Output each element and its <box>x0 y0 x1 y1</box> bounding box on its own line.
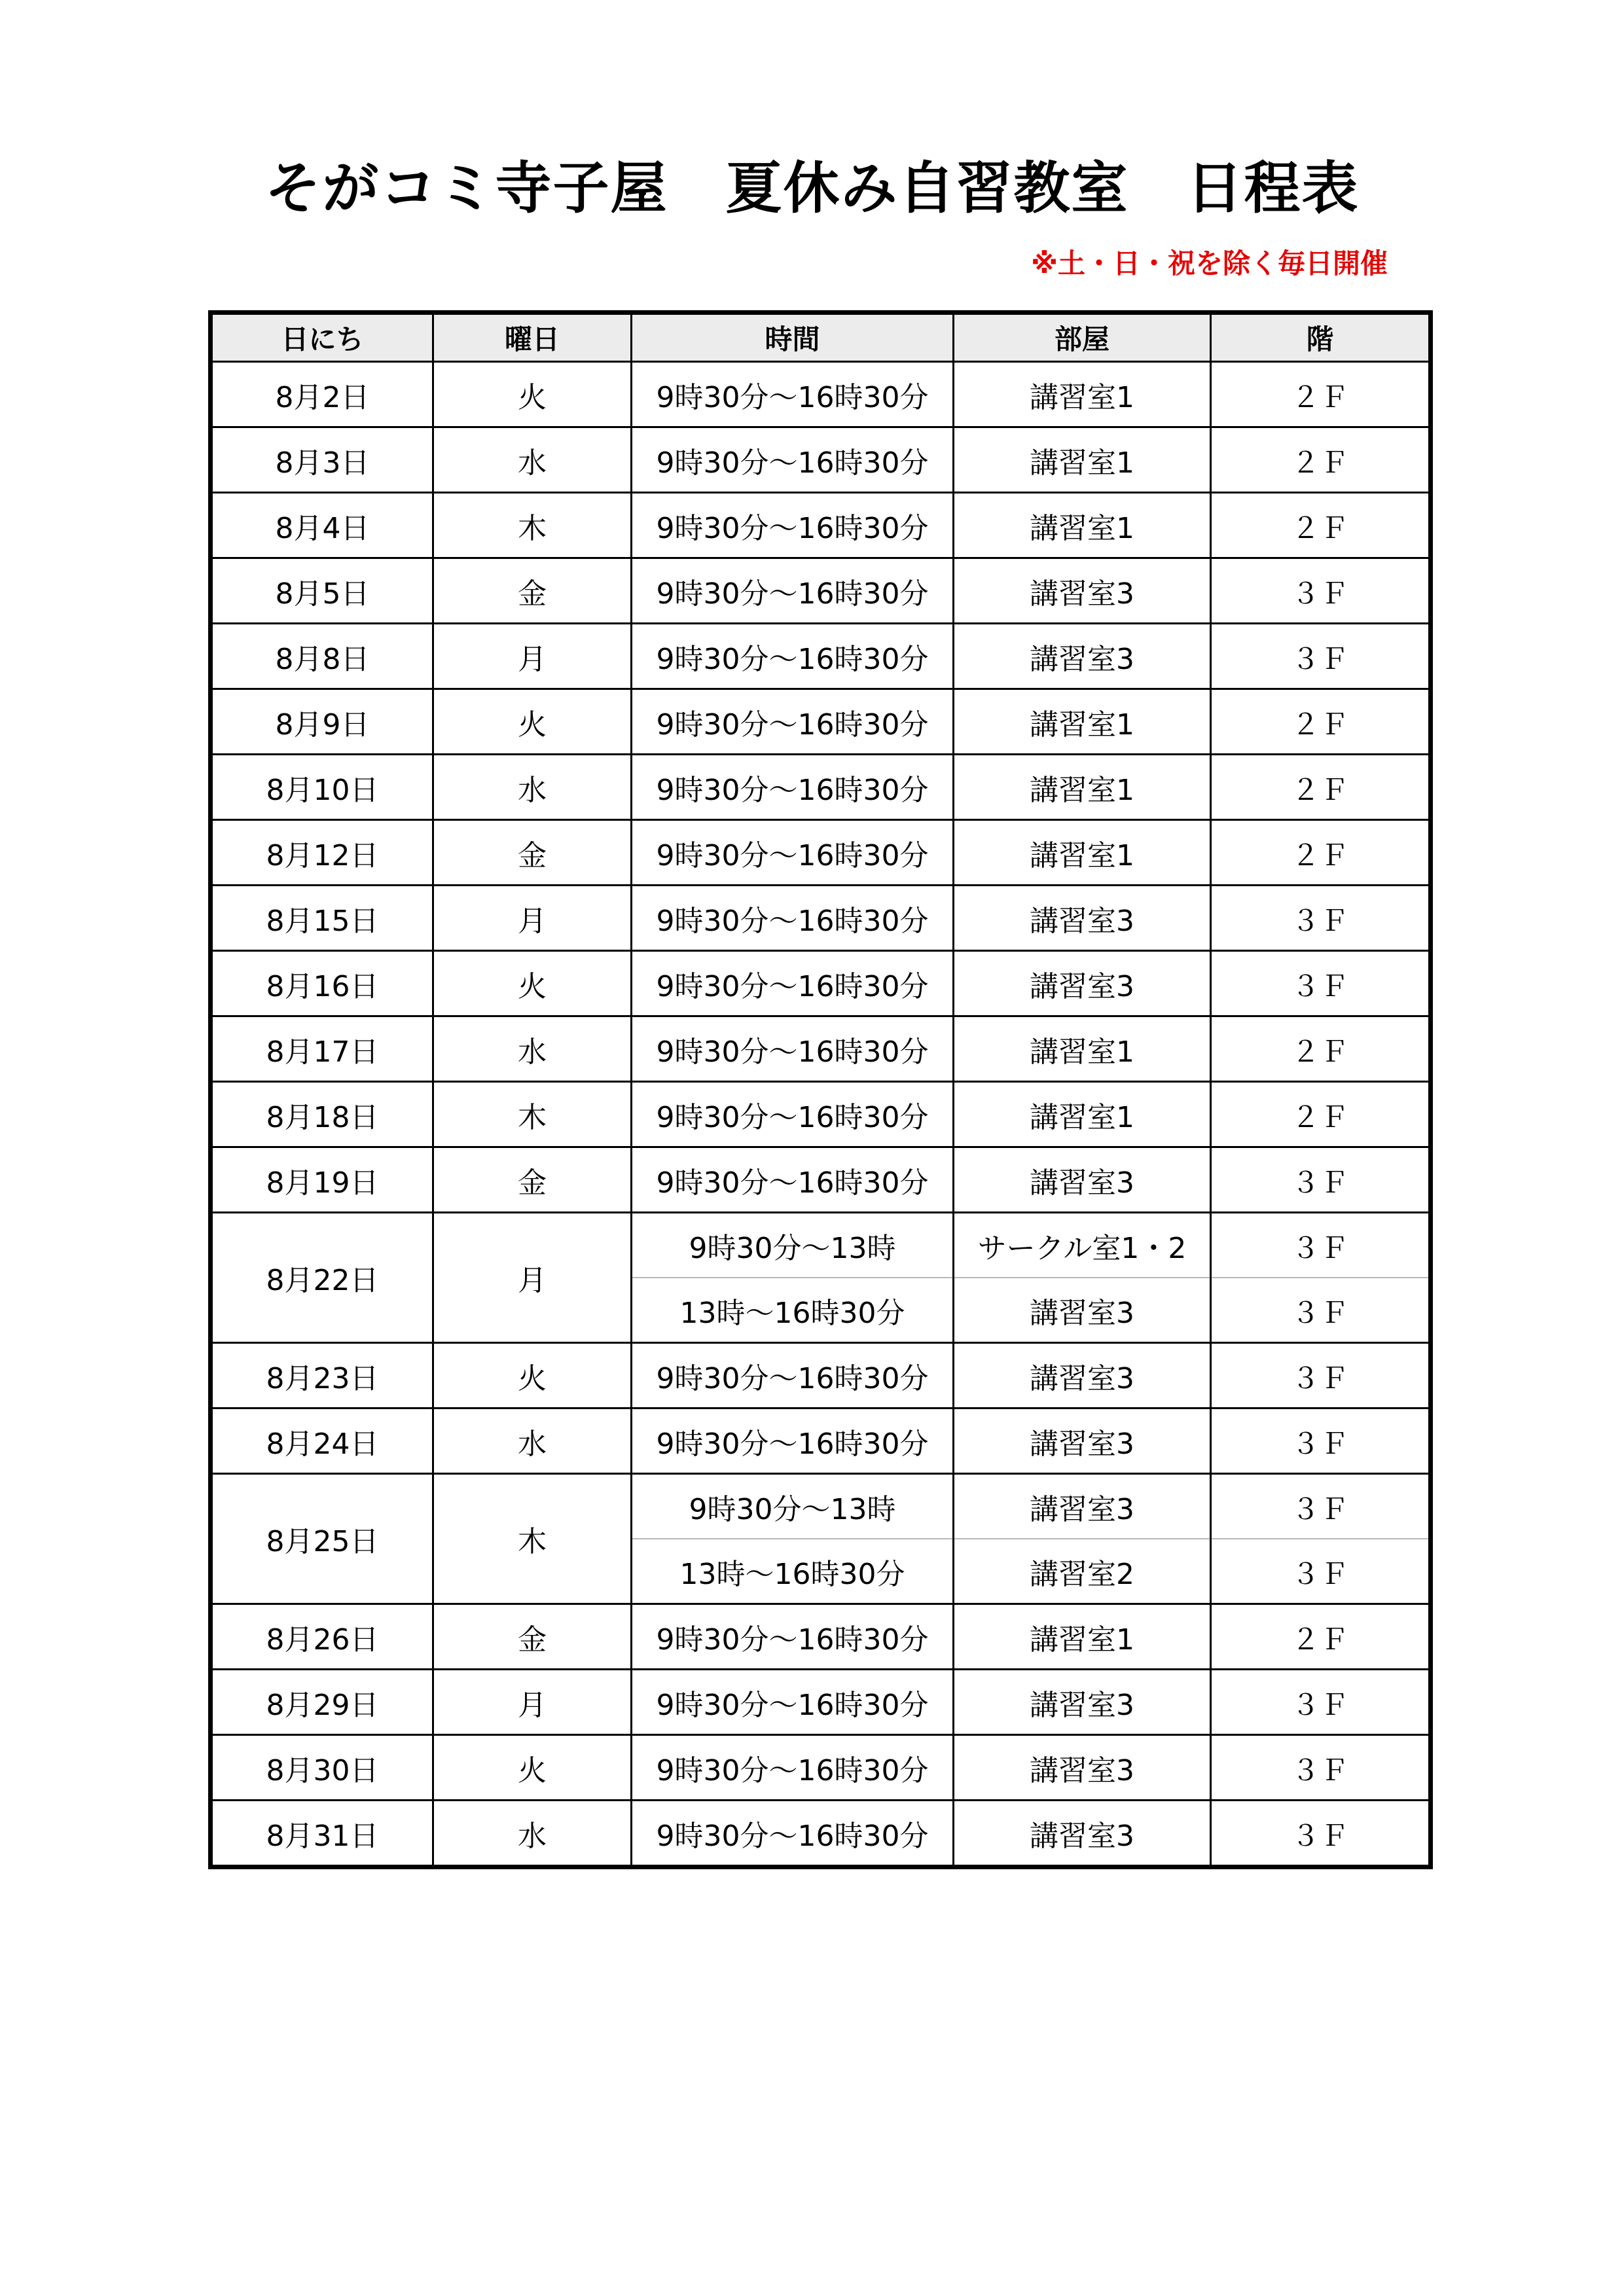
room-cell: 講習室1 <box>954 689 1211 755</box>
room-cell: 講習室3 <box>954 1278 1211 1343</box>
table-row <box>211 362 1431 427</box>
table-row <box>211 1213 1431 1278</box>
floor-cell: ２Ｆ <box>1211 755 1431 820</box>
room-cell: 講習室1 <box>954 820 1211 886</box>
time-cell: 9時30分～16時30分 <box>632 1801 954 1867</box>
floor-cell: ３Ｆ <box>1211 1670 1431 1735</box>
room-cell: 講習室3 <box>954 1735 1211 1801</box>
date-cell: 8月26日 <box>211 1604 433 1670</box>
floor-cell: ３Ｆ <box>1211 951 1431 1016</box>
room-cell: サークル室1・2 <box>954 1213 1211 1278</box>
time-cell: 9時30分～16時30分 <box>632 362 954 427</box>
table-row <box>211 820 1431 886</box>
weekday-cell: 木 <box>433 493 632 558</box>
header-row <box>211 313 1431 362</box>
time-cell: 9時30分～16時30分 <box>632 1735 954 1801</box>
column-header-floor: 階 <box>1211 313 1431 362</box>
room-cell: 講習室3 <box>954 886 1211 951</box>
table-row <box>211 1604 1431 1670</box>
floor-cell: ３Ｆ <box>1211 1213 1431 1278</box>
floor-cell: ２Ｆ <box>1211 427 1431 493</box>
table-row <box>211 427 1431 493</box>
schedule-note: ※土・日・祝を除く毎日開催 <box>1031 247 1388 279</box>
date-cell: 8月17日 <box>211 1016 433 1082</box>
weekday-cell: 月 <box>433 1670 632 1735</box>
room-cell: 講習室1 <box>954 1604 1211 1670</box>
room-cell: 講習室3 <box>954 1408 1211 1474</box>
floor-cell: ３Ｆ <box>1211 1278 1431 1343</box>
column-header-room: 部屋 <box>954 313 1211 362</box>
weekday-cell: 火 <box>433 689 632 755</box>
time-cell: 9時30分～16時30分 <box>632 1343 954 1408</box>
time-cell: 9時30分～16時30分 <box>632 820 954 886</box>
weekday-cell: 火 <box>433 1343 632 1408</box>
weekday-cell: 水 <box>433 1408 632 1474</box>
weekday-cell: 水 <box>433 427 632 493</box>
table-row <box>211 1474 1431 1539</box>
room-cell: 講習室1 <box>954 755 1211 820</box>
room-cell: 講習室3 <box>954 951 1211 1016</box>
column-header-date: 日にち <box>211 313 433 362</box>
weekday-cell: 月 <box>433 886 632 951</box>
date-cell: 8月19日 <box>211 1147 433 1213</box>
time-cell: 9時30分～16時30分 <box>632 1016 954 1082</box>
floor-cell: ３Ｆ <box>1211 1801 1431 1867</box>
floor-cell: ２Ｆ <box>1211 1016 1431 1082</box>
date-cell: 8月16日 <box>211 951 433 1016</box>
floor-cell: ３Ｆ <box>1211 1474 1431 1539</box>
floor-cell: ２Ｆ <box>1211 689 1431 755</box>
table-row <box>211 1082 1431 1147</box>
weekday-cell: 金 <box>433 1147 632 1213</box>
weekday-cell: 木 <box>433 1474 632 1604</box>
date-cell: 8月10日 <box>211 755 433 820</box>
time-cell: 9時30分～13時 <box>632 1474 954 1539</box>
room-cell: 講習室3 <box>954 1474 1211 1539</box>
weekday-cell: 月 <box>433 624 632 689</box>
time-cell: 9時30分～16時30分 <box>632 427 954 493</box>
weekday-cell: 水 <box>433 1801 632 1867</box>
time-cell: 9時30分～16時30分 <box>632 558 954 624</box>
table-row <box>211 1408 1431 1474</box>
weekday-cell: 月 <box>433 1213 632 1343</box>
date-cell: 8月18日 <box>211 1082 433 1147</box>
floor-cell: ３Ｆ <box>1211 1147 1431 1213</box>
floor-cell: ３Ｆ <box>1211 1735 1431 1801</box>
room-cell: 講習室1 <box>954 1082 1211 1147</box>
floor-cell: ２Ｆ <box>1211 1604 1431 1670</box>
column-header-day: 曜日 <box>433 313 632 362</box>
table-row <box>211 493 1431 558</box>
room-cell: 講習室1 <box>954 1016 1211 1082</box>
time-cell: 9時30分～16時30分 <box>632 1670 954 1735</box>
floor-cell: ２Ｆ <box>1211 1082 1431 1147</box>
weekday-cell: 金 <box>433 558 632 624</box>
time-cell: 9時30分～16時30分 <box>632 755 954 820</box>
time-cell: 9時30分～16時30分 <box>632 1408 954 1474</box>
time-cell: 13時～16時30分 <box>632 1278 954 1343</box>
room-cell: 講習室1 <box>954 493 1211 558</box>
date-cell: 8月30日 <box>211 1735 433 1801</box>
table-row <box>211 951 1431 1016</box>
time-cell: 9時30分～13時 <box>632 1213 954 1278</box>
date-cell: 8月24日 <box>211 1408 433 1474</box>
page-title: そがコミ寺子屋 夏休み自習教室 日程表 <box>264 156 1360 221</box>
time-cell: 9時30分～16時30分 <box>632 493 954 558</box>
table-row <box>211 886 1431 951</box>
date-cell: 8月15日 <box>211 886 433 951</box>
table-row <box>211 1016 1431 1082</box>
date-cell: 8月12日 <box>211 820 433 886</box>
floor-cell: ２Ｆ <box>1211 362 1431 427</box>
time-cell: 9時30分～16時30分 <box>632 1604 954 1670</box>
date-cell: 8月3日 <box>211 427 433 493</box>
date-cell: 8月8日 <box>211 624 433 689</box>
weekday-cell: 水 <box>433 1016 632 1082</box>
floor-cell: ２Ｆ <box>1211 493 1431 558</box>
weekday-cell: 火 <box>433 951 632 1016</box>
table-row <box>211 558 1431 624</box>
floor-cell: ３Ｆ <box>1211 1408 1431 1474</box>
floor-cell: ２Ｆ <box>1211 820 1431 886</box>
date-cell: 8月31日 <box>211 1801 433 1867</box>
table-row <box>211 1343 1431 1408</box>
room-cell: 講習室3 <box>954 558 1211 624</box>
schedule-table <box>208 310 1433 1869</box>
schedule-body <box>211 362 1431 1867</box>
date-cell: 8月9日 <box>211 689 433 755</box>
time-cell: 13時～16時30分 <box>632 1539 954 1604</box>
date-cell: 8月2日 <box>211 362 433 427</box>
room-cell: 講習室3 <box>954 1801 1211 1867</box>
date-cell: 8月23日 <box>211 1343 433 1408</box>
room-cell: 講習室3 <box>954 1670 1211 1735</box>
weekday-cell: 水 <box>433 755 632 820</box>
date-cell: 8月22日 <box>211 1213 433 1343</box>
table-row <box>211 1735 1431 1801</box>
time-cell: 9時30分～16時30分 <box>632 624 954 689</box>
room-cell: 講習室3 <box>954 1343 1211 1408</box>
weekday-cell: 火 <box>433 1735 632 1801</box>
time-cell: 9時30分～16時30分 <box>632 1082 954 1147</box>
floor-cell: ３Ｆ <box>1211 624 1431 689</box>
column-header-time: 時間 <box>632 313 954 362</box>
table-row <box>211 1670 1431 1735</box>
floor-cell: ３Ｆ <box>1211 558 1431 624</box>
floor-cell: ３Ｆ <box>1211 1539 1431 1604</box>
date-cell: 8月29日 <box>211 1670 433 1735</box>
weekday-cell: 木 <box>433 1082 632 1147</box>
weekday-cell: 金 <box>433 1604 632 1670</box>
weekday-cell: 火 <box>433 362 632 427</box>
table-row <box>211 755 1431 820</box>
room-cell: 講習室3 <box>954 1147 1211 1213</box>
floor-cell: ３Ｆ <box>1211 1343 1431 1408</box>
time-cell: 9時30分～16時30分 <box>632 1147 954 1213</box>
weekday-cell: 金 <box>433 820 632 886</box>
date-cell: 8月25日 <box>211 1474 433 1604</box>
room-cell: 講習室2 <box>954 1539 1211 1604</box>
table-row <box>211 1801 1431 1867</box>
time-cell: 9時30分～16時30分 <box>632 951 954 1016</box>
date-cell: 8月5日 <box>211 558 433 624</box>
time-cell: 9時30分～16時30分 <box>632 689 954 755</box>
table-row <box>211 689 1431 755</box>
floor-cell: ３Ｆ <box>1211 886 1431 951</box>
date-cell: 8月4日 <box>211 493 433 558</box>
table-row <box>211 1147 1431 1213</box>
room-cell: 講習室1 <box>954 427 1211 493</box>
table-row <box>211 624 1431 689</box>
time-cell: 9時30分～16時30分 <box>632 886 954 951</box>
room-cell: 講習室3 <box>954 624 1211 689</box>
room-cell: 講習室1 <box>954 362 1211 427</box>
